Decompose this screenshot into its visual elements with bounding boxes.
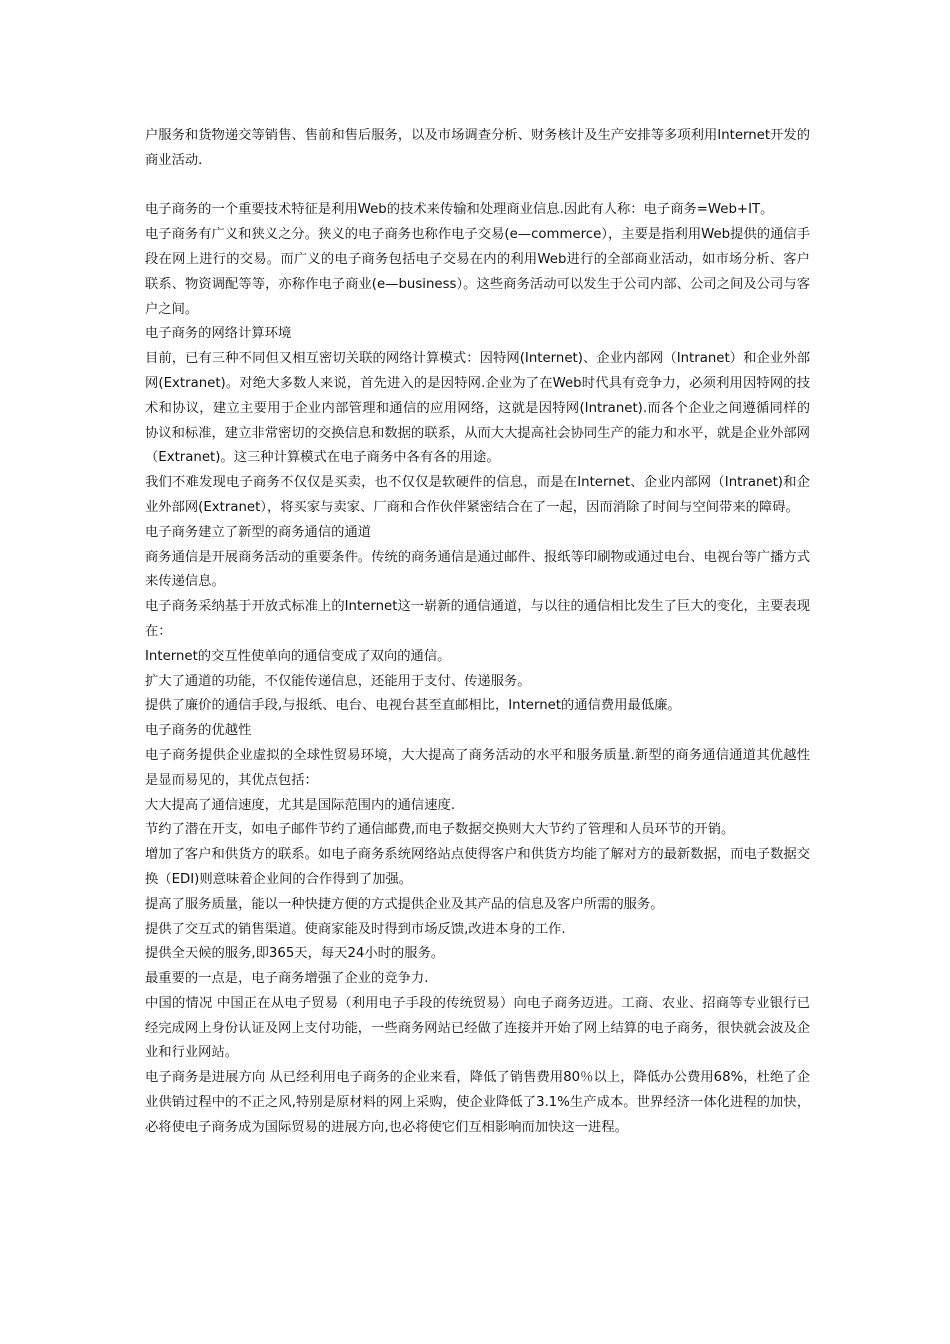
list-item-expanded-functions: 扩大了通道的功能，不仅能传递信息，还能用于支付、传递服务。	[145, 673, 531, 689]
list-item-interactivity: Internet的交互性使单向的通信变成了双向的通信。	[145, 648, 451, 664]
heading-new-channel: 电子商务建立了新型的商务通信的通道	[145, 524, 372, 540]
list-item-low-cost: 提供了廉价的通信手段,与报纸、电台、电视台甚至直邮相比，Internet的通信费用最低廉。	[145, 698, 681, 714]
list-item-interactive-sales: 提供了交互式的销售渠道。使商家能及时得到市场反馈,改进本身的工作.	[145, 921, 566, 937]
paragraph-intro-continuation: 户服务和货物递交等销售、售前和售后服务，以及市场调查分析、财务核计及生产安排等多项利用Internet开发的商业活动.	[145, 128, 810, 168]
paragraph-virtual-environment: 电子商务提供企业虚拟的全球性贸易环境，大大提高了商务活动的水平和服务质量.新型的商务通信通道其优越性是显而易见的，其优点包括：	[145, 747, 810, 788]
paragraph-development-direction: 电子商务是进展方向 从已经利用电子商务的企业来看，降低了销售费用80％以上，降低办公费用68%，杜绝了企业供销过程中的不正之风,特别是原材料的网上采购，使企业降低了3.1%生产成本。世界经济一体化进程的加快，必将使电子商务成为国际贸易的进展方向,也必将使它们互相影响而加快这一进程。	[145, 1070, 810, 1135]
list-item-service-quality: 提高了服务质量，能以一种快捷方便的方式提供企业及其产品的信息及客户所需的服务。	[145, 896, 664, 912]
list-item-customer-link: 增加了客户和供货方的联系。如电子商务系统网络站点使得客户和供货方均能了解对方的最新数据，而电子数据交换（EDI)则意味着企业间的合作得到了加强。	[145, 847, 810, 887]
paragraph-traditional-comm: 商务通信是开展商务活动的重要条件。传统的商务通信是通过邮件、报纸等印刷物或通过电台、电视台等广播方式来传递信息。	[145, 549, 810, 590]
document-page	[145, 124, 810, 1141]
paragraph-three-models: 目前，已有三种不同但又相互密切关联的网络计算模式：因特网(Internet)、企业内部网（Intranet）和企业外部网(Extranet)。对绝大多数人来说，首先进入的是因特网.企业为了在Web时代具有竞争力，必须利用因特网的技术和协议，建立主要用于企业内部管理和通信的应用网络，这就是因特网(Intranet).而各个企业之间遵循同样的协议和标准，建立非常密切的交换信息和数据的联系，从而大大提高社会协同生产的能力和水平，就是企业外部网（Extranet)。这三种计算模式在电子商务中各有各的用途。	[145, 351, 810, 466]
paragraph-tech-feature: 电子商务的一个重要技术特征是利用Web的技术来传输和处理商业信息.因此有人称：电子商务=Web+IT。	[145, 202, 774, 218]
paragraph-internet-channel: 电子商务采纳基于开放式标准上的Internet这一崭新的通信通道，与以往的通信相比发生了巨大的变化，主要表现在：	[145, 599, 810, 639]
list-item-speed: 大大提高了通信速度，尤其是国际范围内的通信速度.	[145, 797, 456, 813]
paragraph-china-situation: 中国的情况 中国正在从电子贸易（利用电子手段的传统贸易）向电子商务迈进。工商、农业、招商等专业银行已经完成网上身份认证及网上支付功能，一些商务网站已经做了连接并开始了网上结算的电子商务，很快就会波及企业和行业网站。	[145, 995, 810, 1061]
paragraph-not-just-trade: 我们不难发现电子商务不仅仅是买卖，也不仅仅是软硬件的信息，而是在Internet、企业内部网（Intranet)和企业外部网(Extranet），将买家与卖家、厂商和合作伙伴紧密结合在了一起，因而消除了时间与空间带来的障碍。	[145, 475, 810, 515]
heading-advantages: 电子商务的优越性	[145, 723, 252, 739]
blank-line	[145, 174, 810, 199]
list-item-competitiveness: 最重要的一点是，电子商务增强了企业的竞争力.	[145, 971, 429, 987]
heading-network-environment: 电子商务的网络计算环境	[145, 326, 292, 342]
list-item-savings: 节约了潜在开支，如电子邮件节约了通信邮费,而电子数据交换则大大节约了管理和人员环节的开销。	[145, 822, 735, 838]
paragraph-broad-narrow: 电子商务有广义和狭义之分。狭义的电子商务也称作电子交易(e—commerce），主要是指利用Web提供的通信手段在网上进行的交易。而广义的电子商务包括电子交易在内的利用Web进行的全部商业活动，如市场分析、客户联系、物资调配等等，亦称作电子商业(e—business）。这些商务活动可以发生于公司内部、公司之间及公司与客户之间。	[145, 227, 810, 317]
list-item-24-7: 提供全天候的服务,即365天，每天24小时的服务。	[145, 946, 445, 962]
